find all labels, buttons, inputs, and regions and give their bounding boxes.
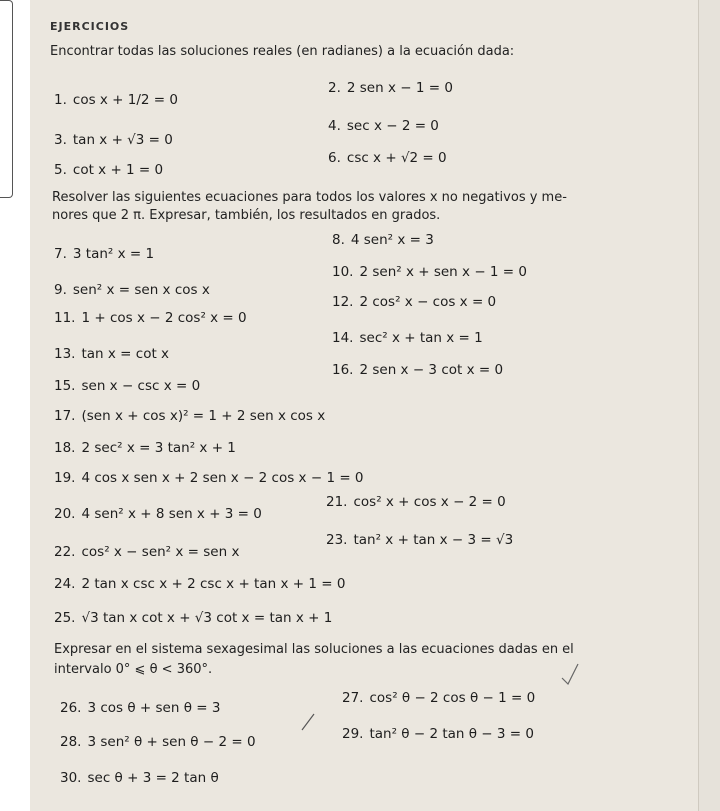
exercise-28 xyxy=(60,734,256,750)
exercise-2 xyxy=(328,80,453,96)
exercise-number: 13. xyxy=(54,346,76,362)
exercise-17 xyxy=(54,408,325,424)
exercise-number: 10. xyxy=(332,264,354,280)
exercise-number: 12. xyxy=(332,294,354,310)
exercise-expression: cos² θ − 2 cos θ − 1 = 0 xyxy=(369,690,536,706)
exercise-expression: 4 cos x sen x + 2 sen x − 2 cos x − 1 = 0 xyxy=(81,470,364,486)
section-header: EJERCICIOS xyxy=(50,20,130,33)
exercise-number: 8. xyxy=(332,232,345,248)
exercise-expression: sen x − csc x = 0 xyxy=(81,378,201,394)
exercise-number: 17. xyxy=(54,408,76,424)
exercise-expression: 4 sen² x + 8 sen x + 3 = 0 xyxy=(81,506,262,522)
exercise-number: 29. xyxy=(342,726,364,742)
exercise-11 xyxy=(54,310,247,326)
exercise-expression: 3 cos θ + sen θ = 3 xyxy=(87,700,221,716)
exercise-14 xyxy=(332,330,483,346)
pen-checkmark-icon xyxy=(560,662,580,686)
exercise-6 xyxy=(328,150,447,166)
exercise-number: 28. xyxy=(60,734,82,750)
exercise-9 xyxy=(54,282,210,298)
exercise-expression: 2 sen x − 3 cot x = 0 xyxy=(359,362,504,378)
exercise-18 xyxy=(54,440,236,456)
instruction-sexagesimal-line2: intervalo 0° ⩽ θ < 360°. xyxy=(54,662,213,677)
exercise-25 xyxy=(54,610,332,626)
exercise-expression: 3 sen² θ + sen θ − 2 = 0 xyxy=(87,734,256,750)
instruction-radians: Encontrar todas las soluciones reales (en radianes) a la ecuación dada: xyxy=(50,44,515,59)
exercise-number: 25. xyxy=(54,610,76,626)
exercise-15 xyxy=(54,378,200,394)
exercise-number: 27. xyxy=(342,690,364,706)
exercise-expression: (sen x + cos x)² = 1 + 2 sen x cos x xyxy=(81,408,326,424)
textbook-page xyxy=(30,0,698,811)
exercise-expression: cos² x + cos x − 2 = 0 xyxy=(353,494,506,510)
exercise-number: 19. xyxy=(54,470,76,486)
exercise-number: 9. xyxy=(54,282,67,298)
adjacent-page-edge xyxy=(698,0,720,811)
exercise-23 xyxy=(326,532,513,548)
exercise-expression: tan² x + tan x − 3 = √3 xyxy=(353,532,514,548)
exercise-number: 11. xyxy=(54,310,76,326)
exercise-number: 14. xyxy=(332,330,354,346)
exercise-1 xyxy=(54,92,178,108)
exercise-expression: cos² x − sen² x = sen x xyxy=(81,544,240,560)
exercise-expression: 3 tan² x = 1 xyxy=(72,246,155,262)
exercise-number: 21. xyxy=(326,494,348,510)
exercise-26 xyxy=(60,700,220,716)
exercise-expression: sec θ + 3 = 2 tan θ xyxy=(87,770,219,786)
exercise-expression: 4 sen² x = 3 xyxy=(350,232,434,248)
exercise-expression: 2 tan x csc x + 2 csc x + tan x + 1 = 0 xyxy=(81,576,346,592)
exercise-22 xyxy=(54,544,239,560)
exercise-13 xyxy=(54,346,169,362)
exercise-expression: sec x − 2 = 0 xyxy=(346,118,439,134)
exercise-4 xyxy=(328,118,439,134)
exercise-number: 2. xyxy=(328,80,341,96)
exercise-number: 23. xyxy=(326,532,348,548)
exercise-expression: 1 + cos x − 2 cos² x = 0 xyxy=(81,310,247,326)
exercise-number: 4. xyxy=(328,118,341,134)
exercise-number: 3. xyxy=(54,132,67,148)
exercise-19 xyxy=(54,470,364,486)
exercise-expression: √3 tan x cot x + √3 cot x = tan x + 1 xyxy=(81,610,333,626)
exercise-expression: sen² x = sen x cos x xyxy=(72,282,210,298)
exercise-expression: 2 sen x − 1 = 0 xyxy=(346,80,453,96)
exercise-expression: 2 sen² x + sen x − 1 = 0 xyxy=(359,264,527,280)
instruction-nonnegative-line2: nores que 2 π. Expresar, también, los resultados en grados. xyxy=(52,208,441,223)
exercise-27 xyxy=(342,690,535,706)
exercise-number: 26. xyxy=(60,700,82,716)
exercise-number: 15. xyxy=(54,378,76,394)
exercise-21 xyxy=(326,494,506,510)
exercise-expression: 2 sec² x = 3 tan² x + 1 xyxy=(81,440,236,456)
exercise-expression: tan² θ − 2 tan θ − 3 = 0 xyxy=(369,726,534,742)
exercise-number: 16. xyxy=(332,362,354,378)
exercise-number: 1. xyxy=(54,92,67,108)
exercise-7 xyxy=(54,246,154,262)
exercise-5 xyxy=(54,162,163,178)
exercise-3 xyxy=(54,132,173,148)
exercise-29 xyxy=(342,726,534,742)
instruction-nonnegative-line1: Resolver las siguientes ecuaciones para todos los valores x no negativos y me- xyxy=(52,190,567,205)
exercise-30 xyxy=(60,770,219,786)
instruction-sexagesimal-line1: Expresar en el sistema sexagesimal las soluciones a las ecuaciones dadas en el xyxy=(54,642,574,657)
exercise-number: 7. xyxy=(54,246,67,262)
exercise-expression: cos x + 1/2 = 0 xyxy=(72,92,178,108)
exercise-number: 30. xyxy=(60,770,82,786)
exercise-10 xyxy=(332,264,527,280)
exercise-number: 18. xyxy=(54,440,76,456)
exercise-expression: tan x = cot x xyxy=(81,346,170,362)
exercise-12 xyxy=(332,294,496,310)
page-edge-bracket xyxy=(0,0,13,198)
pen-tick-icon xyxy=(300,712,316,732)
exercise-20 xyxy=(54,506,262,522)
exercise-number: 5. xyxy=(54,162,67,178)
exercise-16 xyxy=(332,362,503,378)
exercise-expression: csc x + √2 = 0 xyxy=(346,150,447,166)
exercise-expression: tan x + √3 = 0 xyxy=(72,132,173,148)
exercise-expression: 2 cos² x − cos x = 0 xyxy=(359,294,497,310)
exercise-24 xyxy=(54,576,345,592)
exercise-8 xyxy=(332,232,434,248)
exercise-number: 24. xyxy=(54,576,76,592)
exercise-expression: sec² x + tan x = 1 xyxy=(359,330,483,346)
exercise-number: 22. xyxy=(54,544,76,560)
exercise-number: 20. xyxy=(54,506,76,522)
exercise-number: 6. xyxy=(328,150,341,166)
exercise-expression: cot x + 1 = 0 xyxy=(72,162,164,178)
